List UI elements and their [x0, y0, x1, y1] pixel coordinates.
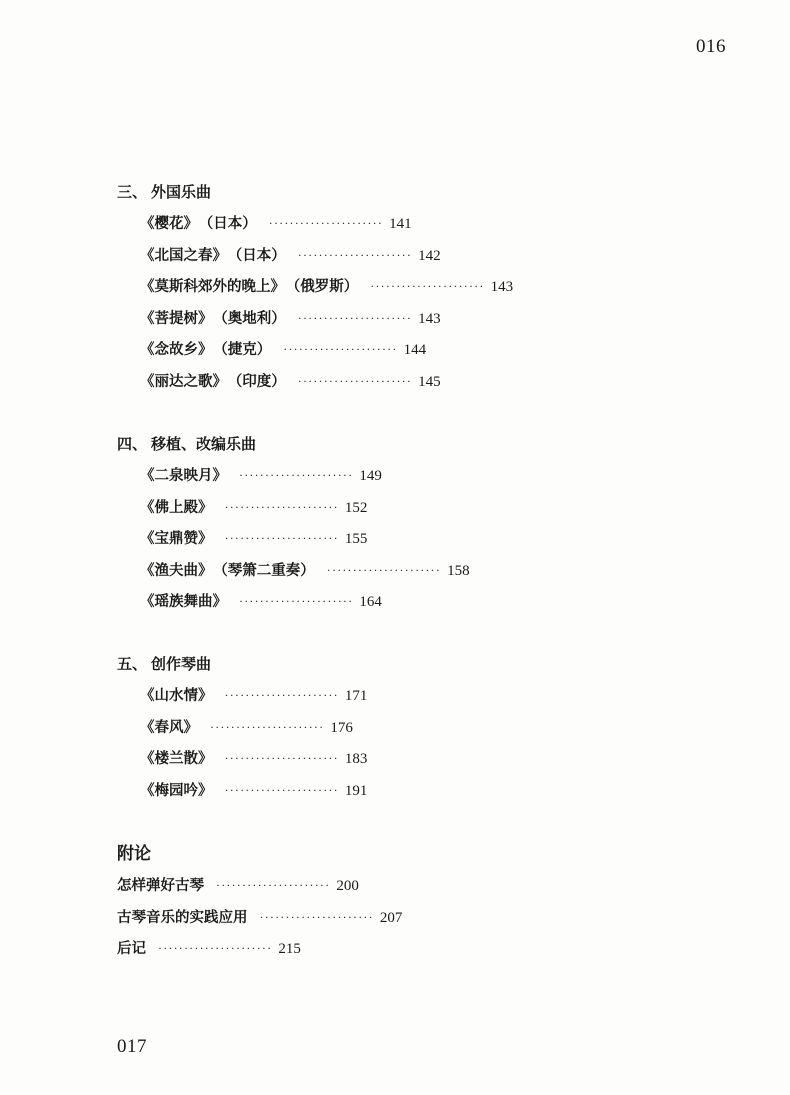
entry-title: 《二泉映月》	[140, 468, 227, 484]
entry-page: 176	[330, 719, 353, 736]
entry-note: （印度）	[235, 373, 286, 390]
section-number: 五、	[117, 655, 148, 673]
entry-title: 《佛上殿》	[140, 499, 213, 516]
entry-title: 《梅园吟》	[140, 782, 213, 799]
section-adapted-music	[117, 432, 470, 618]
toc-entry[interactable]	[117, 743, 367, 775]
entry-title: 《渔夫曲》	[140, 562, 213, 579]
entry-note: （琴箫二重奏）	[220, 562, 315, 579]
section-number: 四、	[117, 435, 148, 453]
entry-page: 183	[344, 751, 368, 767]
entry-title: 《瑶族舞曲》	[140, 594, 227, 610]
entry-title: 古琴音乐的实践应用	[117, 909, 248, 926]
toc-entry[interactable]	[117, 555, 470, 587]
entry-page: 158	[447, 562, 470, 579]
entry-page: 144	[403, 342, 427, 358]
entry-title: 后记	[117, 941, 146, 957]
entry-title: 《樱花》	[140, 216, 198, 232]
section-title: 创作琴曲	[151, 655, 212, 673]
appendix-heading: 附论	[117, 844, 151, 864]
toc-entry[interactable]	[117, 523, 470, 555]
entry-page: 142	[418, 247, 441, 264]
toc-entry[interactable]	[117, 303, 513, 335]
dot-leader: ······················	[224, 782, 339, 797]
toc-entry[interactable]	[117, 712, 367, 744]
toc-entry[interactable]	[117, 334, 513, 366]
toc-entry[interactable]	[117, 680, 367, 712]
page-number-bottom: 017	[117, 1036, 147, 1057]
entry-title: 《莫斯科郊外的晚上》	[140, 279, 285, 295]
dot-leader: ······················	[216, 878, 331, 892]
section-title: 移植、改编乐曲	[151, 435, 257, 453]
dot-leader: ······················	[268, 216, 384, 230]
entry-page: 152	[344, 499, 368, 516]
entry-page: 155	[344, 531, 368, 547]
dot-leader: ······················	[158, 941, 273, 955]
section-composed-music	[117, 652, 367, 806]
entry-title: 《山水情》	[140, 688, 213, 704]
entry-note: （捷克）	[220, 342, 272, 358]
entry-title: 怎样弹好古琴	[117, 878, 204, 894]
section-foreign-music	[117, 180, 513, 397]
dot-leader: ······················	[370, 279, 485, 293]
entry-page: 171	[344, 688, 368, 704]
entry-page: 215	[278, 941, 301, 957]
section-heading	[117, 180, 513, 204]
entry-note: （奥地利）	[220, 310, 286, 327]
toc-entry[interactable]	[117, 271, 513, 303]
dot-leader: ······················	[283, 342, 398, 356]
section-appendix	[117, 840, 402, 965]
entry-page: 191	[344, 782, 368, 799]
section-heading	[117, 652, 367, 676]
entry-title: 《菩提树》	[140, 310, 213, 327]
entry-note: （日本）	[206, 216, 257, 232]
page-number-top: 016	[696, 36, 726, 57]
entry-page: 149	[359, 468, 382, 484]
dot-leader: ······················	[224, 499, 339, 514]
dot-leader: ······················	[259, 909, 374, 924]
toc-entry[interactable]	[117, 870, 402, 902]
section-title: 外国乐曲	[151, 183, 212, 201]
toc-entry[interactable]	[117, 586, 470, 618]
entry-page: 143	[418, 310, 441, 327]
dot-leader: ······················	[297, 247, 413, 262]
dot-leader: ······················	[224, 531, 339, 545]
entry-page: 145	[418, 373, 441, 390]
entry-title: 《念故乡》	[140, 342, 213, 358]
toc-entry[interactable]	[117, 240, 513, 272]
entry-title: 《宝鼎赞》	[140, 531, 213, 547]
entry-title: 《北国之春》	[140, 247, 227, 264]
entry-page: 141	[389, 216, 412, 232]
section-number: 三、	[117, 183, 148, 201]
dot-leader: ······················	[224, 688, 339, 702]
dot-leader: ······················	[239, 468, 354, 482]
toc-entry[interactable]	[117, 492, 470, 524]
toc-entry[interactable]	[117, 460, 470, 492]
entry-page: 143	[490, 279, 514, 295]
entry-title: 《春风》	[140, 719, 198, 736]
dot-leader: ······················	[297, 373, 413, 388]
entry-note: （日本）	[235, 247, 286, 264]
dot-leader: ······················	[239, 594, 354, 608]
entry-title: 《丽达之歌》	[140, 373, 227, 390]
toc-entry[interactable]	[117, 775, 367, 807]
dot-leader: ······················	[224, 751, 339, 765]
toc-entry[interactable]	[117, 208, 513, 240]
dot-leader: ······················	[210, 719, 325, 734]
dot-leader: ······················	[326, 562, 442, 577]
entry-title: 《楼兰散》	[140, 751, 213, 767]
entry-note: （俄罗斯）	[293, 279, 359, 295]
entry-page: 200	[336, 878, 359, 894]
toc-entry[interactable]	[117, 366, 513, 398]
toc-entry[interactable]	[117, 933, 402, 965]
entry-page: 164	[359, 594, 382, 610]
entry-page: 207	[379, 909, 403, 926]
dot-leader: ······················	[297, 310, 413, 325]
toc-entry[interactable]	[117, 902, 402, 934]
section-heading	[117, 432, 470, 456]
